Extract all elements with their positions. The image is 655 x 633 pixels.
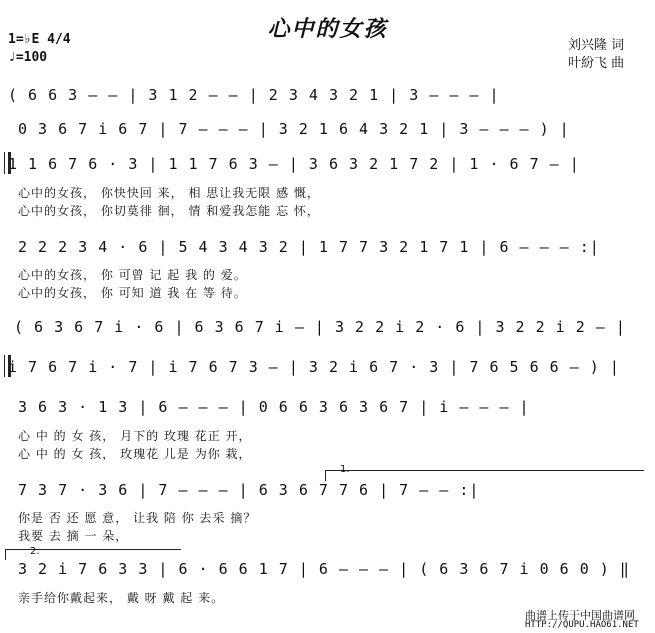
lyricist-credit: 刘兴隆 词 <box>568 38 625 53</box>
lyric-row-3-verse-2: 心中的女孩， 你切莫徘 徊， 情 和爱我怎能 忘 怀， <box>18 204 320 218</box>
score-row-2: 0 3 6 7 i 6 7 | 7 — — — | 3 2 1 6 4 3 2 1 | 3 — — — ) | <box>18 120 570 138</box>
lyric-row-7-verse-1: 心 中 的 女 孩， 月下的 玫瑰 花正 开， <box>18 429 252 443</box>
second-ending-label: 2. <box>30 546 40 557</box>
lyric-row-9-verse-1: 亲手给你戴起来， 戴 呀 戴 起 来。 <box>18 591 225 605</box>
score-row-7: 3 6 3 · 1 3 | 6 — — — | 0 6 6 3 6 3 6 7 | i — — — | <box>18 398 530 416</box>
score-row-1: ( 6 6 3 — — | 3 1 2 — — | 2 3 4 3 2 1 | 3 — — — | <box>8 86 500 104</box>
first-ending-bracket <box>325 470 644 481</box>
footer-url: HTTP://QUPU.HAO61.NET <box>525 620 639 630</box>
key-signature: 1=♭E 4/4 <box>8 32 71 47</box>
score-row-3: 1 1 6 7 6 · 3 | 1 1 7 6 3 — | 3 6 3 2 1 7 2 | 1 · 6 7 — | <box>8 155 580 173</box>
song-title: 心中的女孩 <box>267 16 388 42</box>
score-row-8: 7 3 7 · 3 6 | 7 — — — | 6 3 6 7 7 6 | 7 — — :| <box>18 481 480 499</box>
score-row-9: 3 2 i 7 6 3 3 | 6 · 6 6 1 7 | 6 — — — | ( 6 3 6 7 i 0 6 0 ) ‖ <box>18 560 630 578</box>
score-row-4: 2 2 2 3 4 · 6 | 5 4 3 4 3 2 | 1 7 7 3 2 1 7 1 | 6 — — — :| <box>18 238 600 256</box>
first-ending-label: 1. <box>340 464 350 475</box>
lyric-row-8-verse-1: 你是 否 还 愿 意， 让我 陪 你 去采 摘？ <box>18 511 257 525</box>
lyric-row-4-verse-2: 心中的女孩， 你 可知 道 我 在 等 待。 <box>18 286 247 300</box>
tempo-marking: ♩=100 <box>8 50 48 65</box>
lyric-row-4-verse-1: 心中的女孩， 你 可曾 记 起 我 的 爱。 <box>18 268 247 282</box>
footer-site-name: 曲谱上传于中国曲谱网 <box>525 609 635 622</box>
score-row-6: i 7 6 7 i · 7 | i 7 6 7 3 — | 3 2 i 6 7 · 3 | 7 6 5 6 6 — ) | <box>8 358 620 376</box>
repeat-start-bar <box>4 152 11 174</box>
composer-credit: 叶紛飞 曲 <box>568 56 625 71</box>
lyric-row-7-verse-2: 心 中 的 女 孩， 玫瑰花 儿是 为你 栽， <box>18 447 252 461</box>
repeat-start-bar <box>4 355 11 377</box>
lyric-row-8-verse-2: 我要 去 摘 一 朵， <box>18 529 129 543</box>
lyric-row-3-verse-1: 心中的女孩， 你快快回 来， 相 思让我无限 感 慨， <box>18 186 320 200</box>
score-row-5: ( 6 3 6 7 i · 6 | 6 3 6 7 i — | 3 2 2 i 2 · 6 | 3 2 2 i 2 — | <box>14 318 626 336</box>
